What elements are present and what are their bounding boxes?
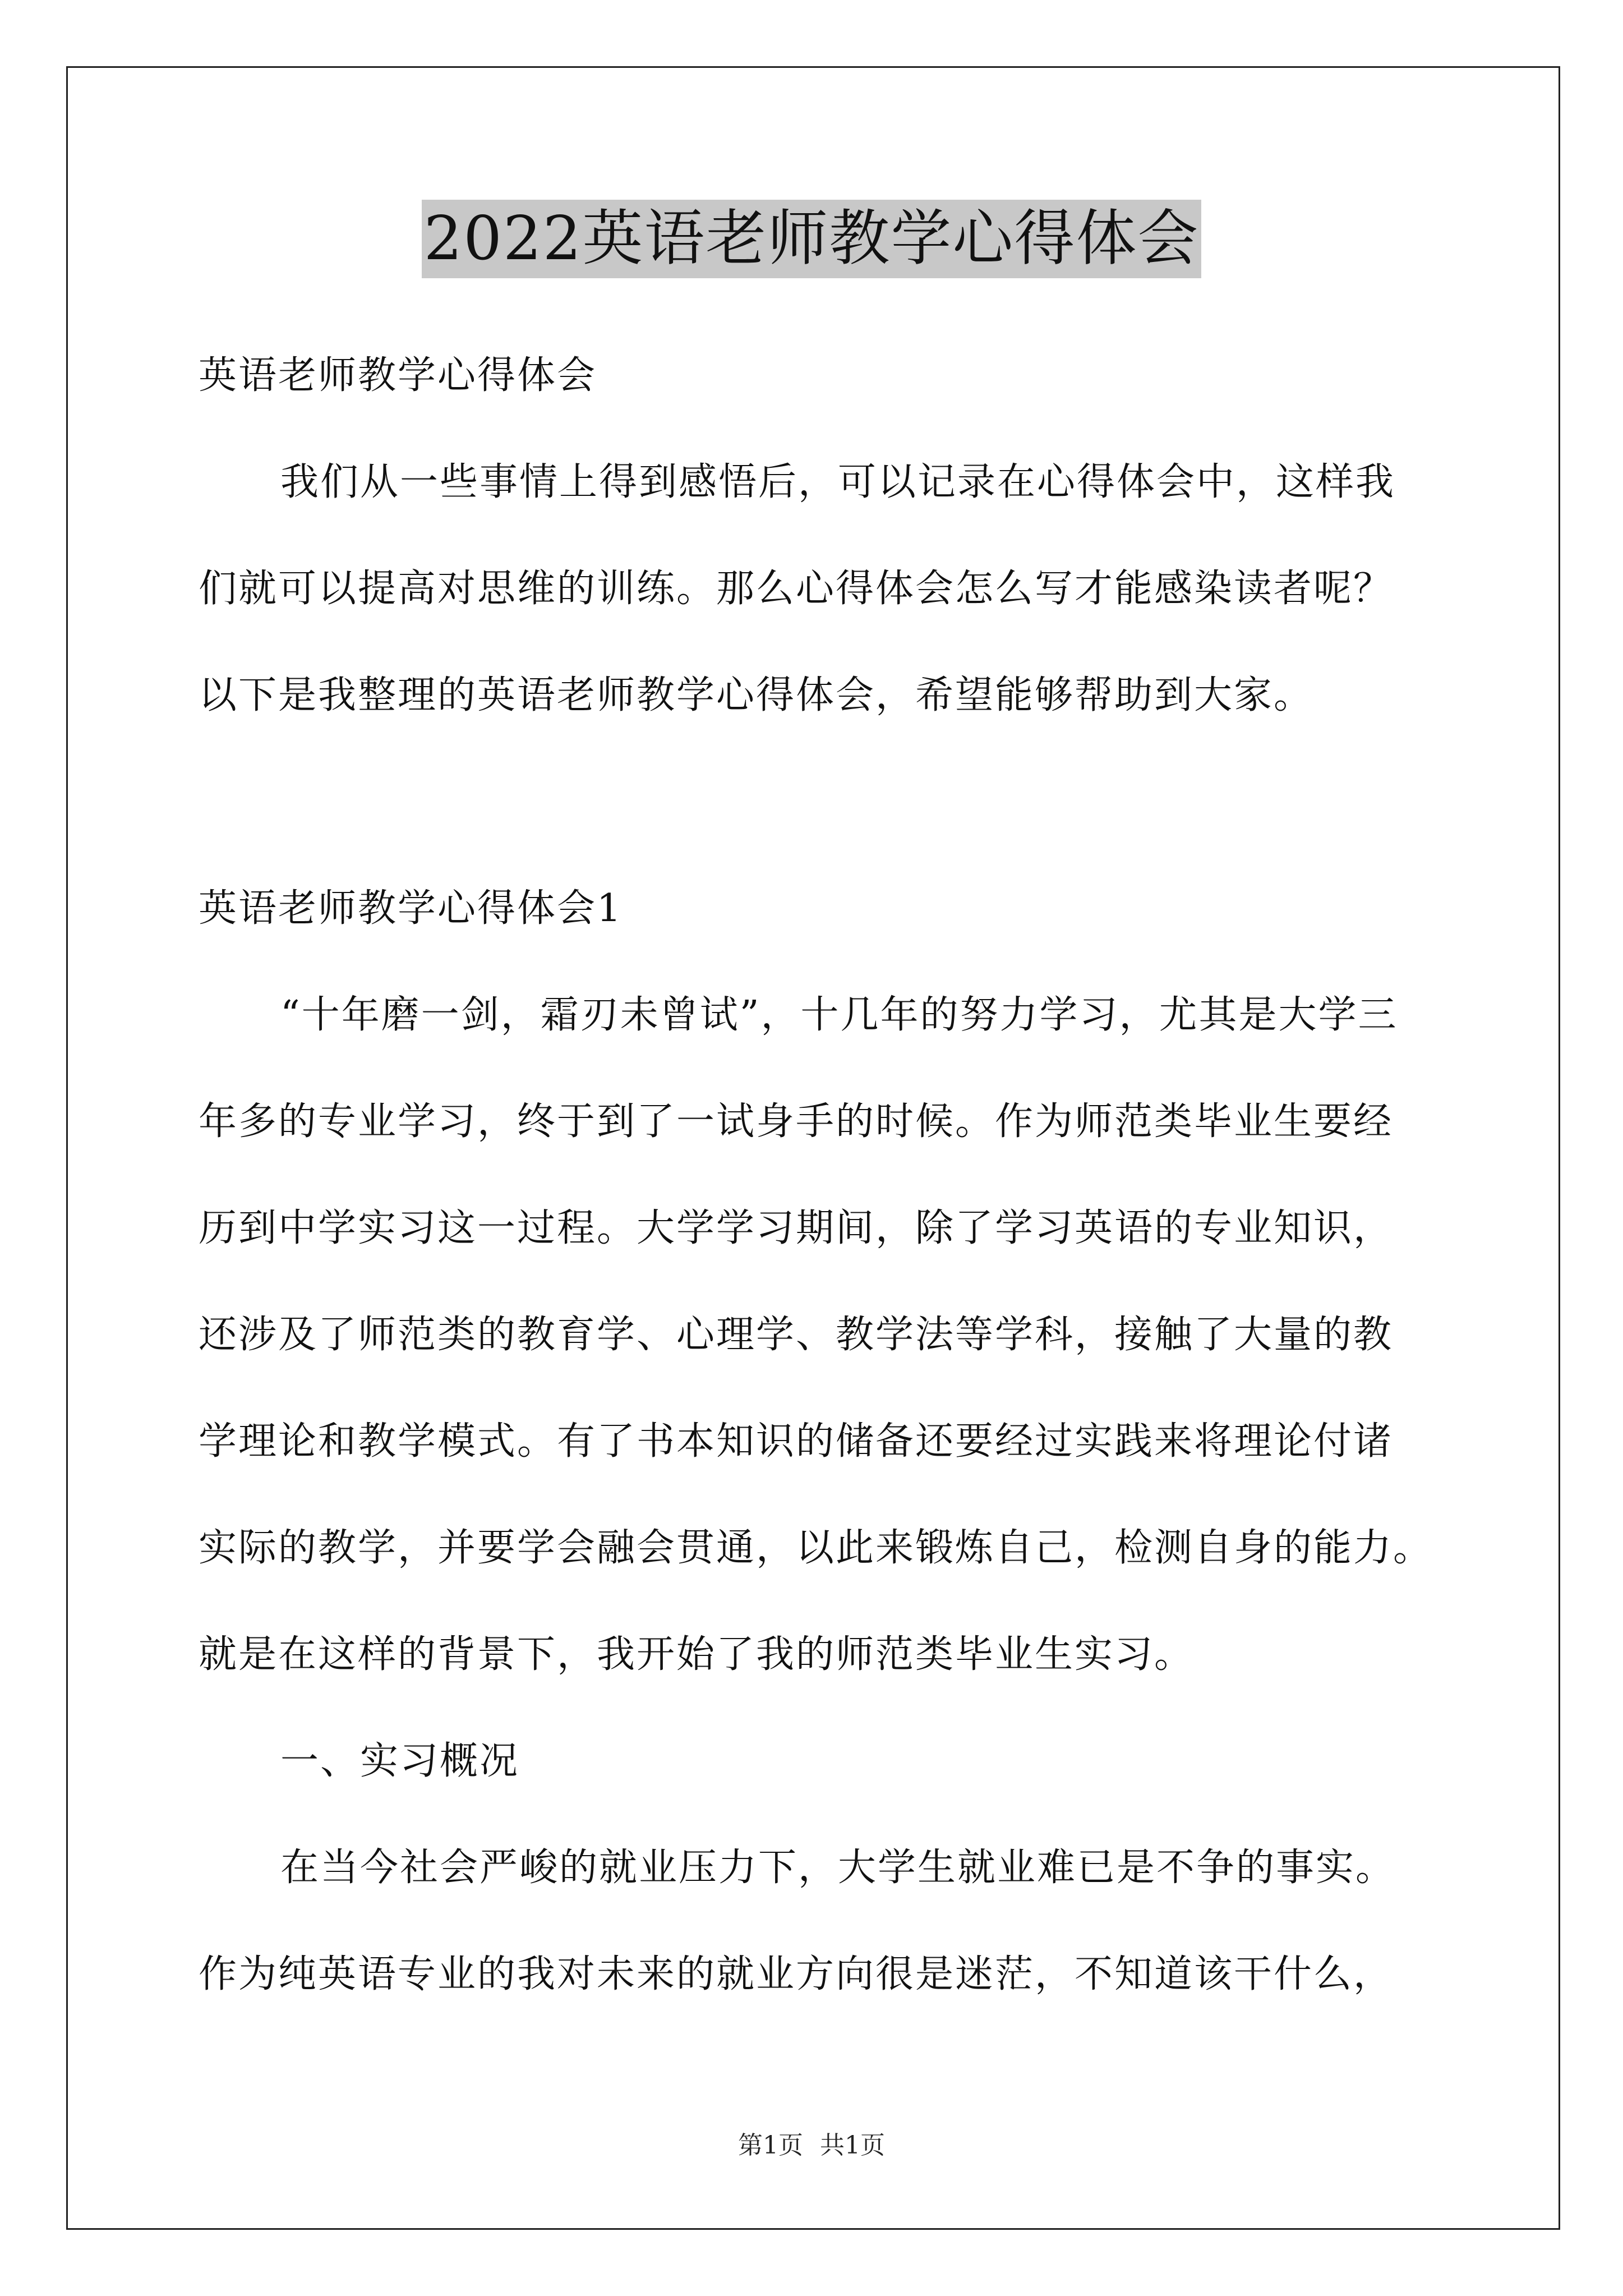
body-line: 年多的专业学习，终于到了一试身手的时候。作为师范类毕业生要经: [199, 1099, 1394, 1144]
body-line: 在当今社会严峻的就业压力下，大学生就业难已是不争的事实。: [280, 1846, 1396, 1890]
body-line: 学理论和教学模式。有了书本知识的储备还要经过实践来将理论付诸: [199, 1419, 1394, 1464]
page-total: 共1页: [820, 2131, 885, 2160]
page-number: 第1页: [738, 2131, 803, 2160]
body-line: 历到中学实习这一过程。大学学习期间，除了学习英语的专业知识，: [199, 1206, 1394, 1250]
document-title: 2022英语老师教学心得体会: [422, 200, 1202, 278]
intro-line: 以下是我整理的英语老师教学心得体会，希望能够帮助到大家。: [199, 673, 1314, 717]
body-line: 就是在这样的背景下，我开始了我的师范类毕业生实习。: [199, 1632, 1195, 1677]
title-container: [0, 200, 1623, 278]
body-line: 作为纯英语专业的我对未来的就业方向很是迷茫，不知道该干什么，: [199, 1952, 1394, 1996]
body-line: 实际的教学，并要学会融会贯通，以此来锻炼自己，检测自身的能力。: [199, 1526, 1433, 1570]
intro-line: 我们从一些事情上得到感悟后，可以记录在心得体会中，这样我: [280, 460, 1396, 504]
document-subtitle: 英语老师教学心得体会: [199, 353, 597, 398]
body-line: “十年磨一剑，霜刃未曾试”，十几年的努力学习，尤其是大学三: [280, 993, 1398, 1037]
intro-line: 们就可以提高对思维的训练。那么心得体会怎么写才能感染读者呢？: [199, 567, 1394, 611]
section-heading: 英语老师教学心得体会1: [199, 886, 623, 931]
sub-heading: 一、实习概况: [280, 1739, 520, 1783]
body-line: 还涉及了师范类的教育学、心理学、教学法等学科，接触了大量的教: [199, 1313, 1394, 1357]
page-footer: [0, 2129, 1623, 2162]
